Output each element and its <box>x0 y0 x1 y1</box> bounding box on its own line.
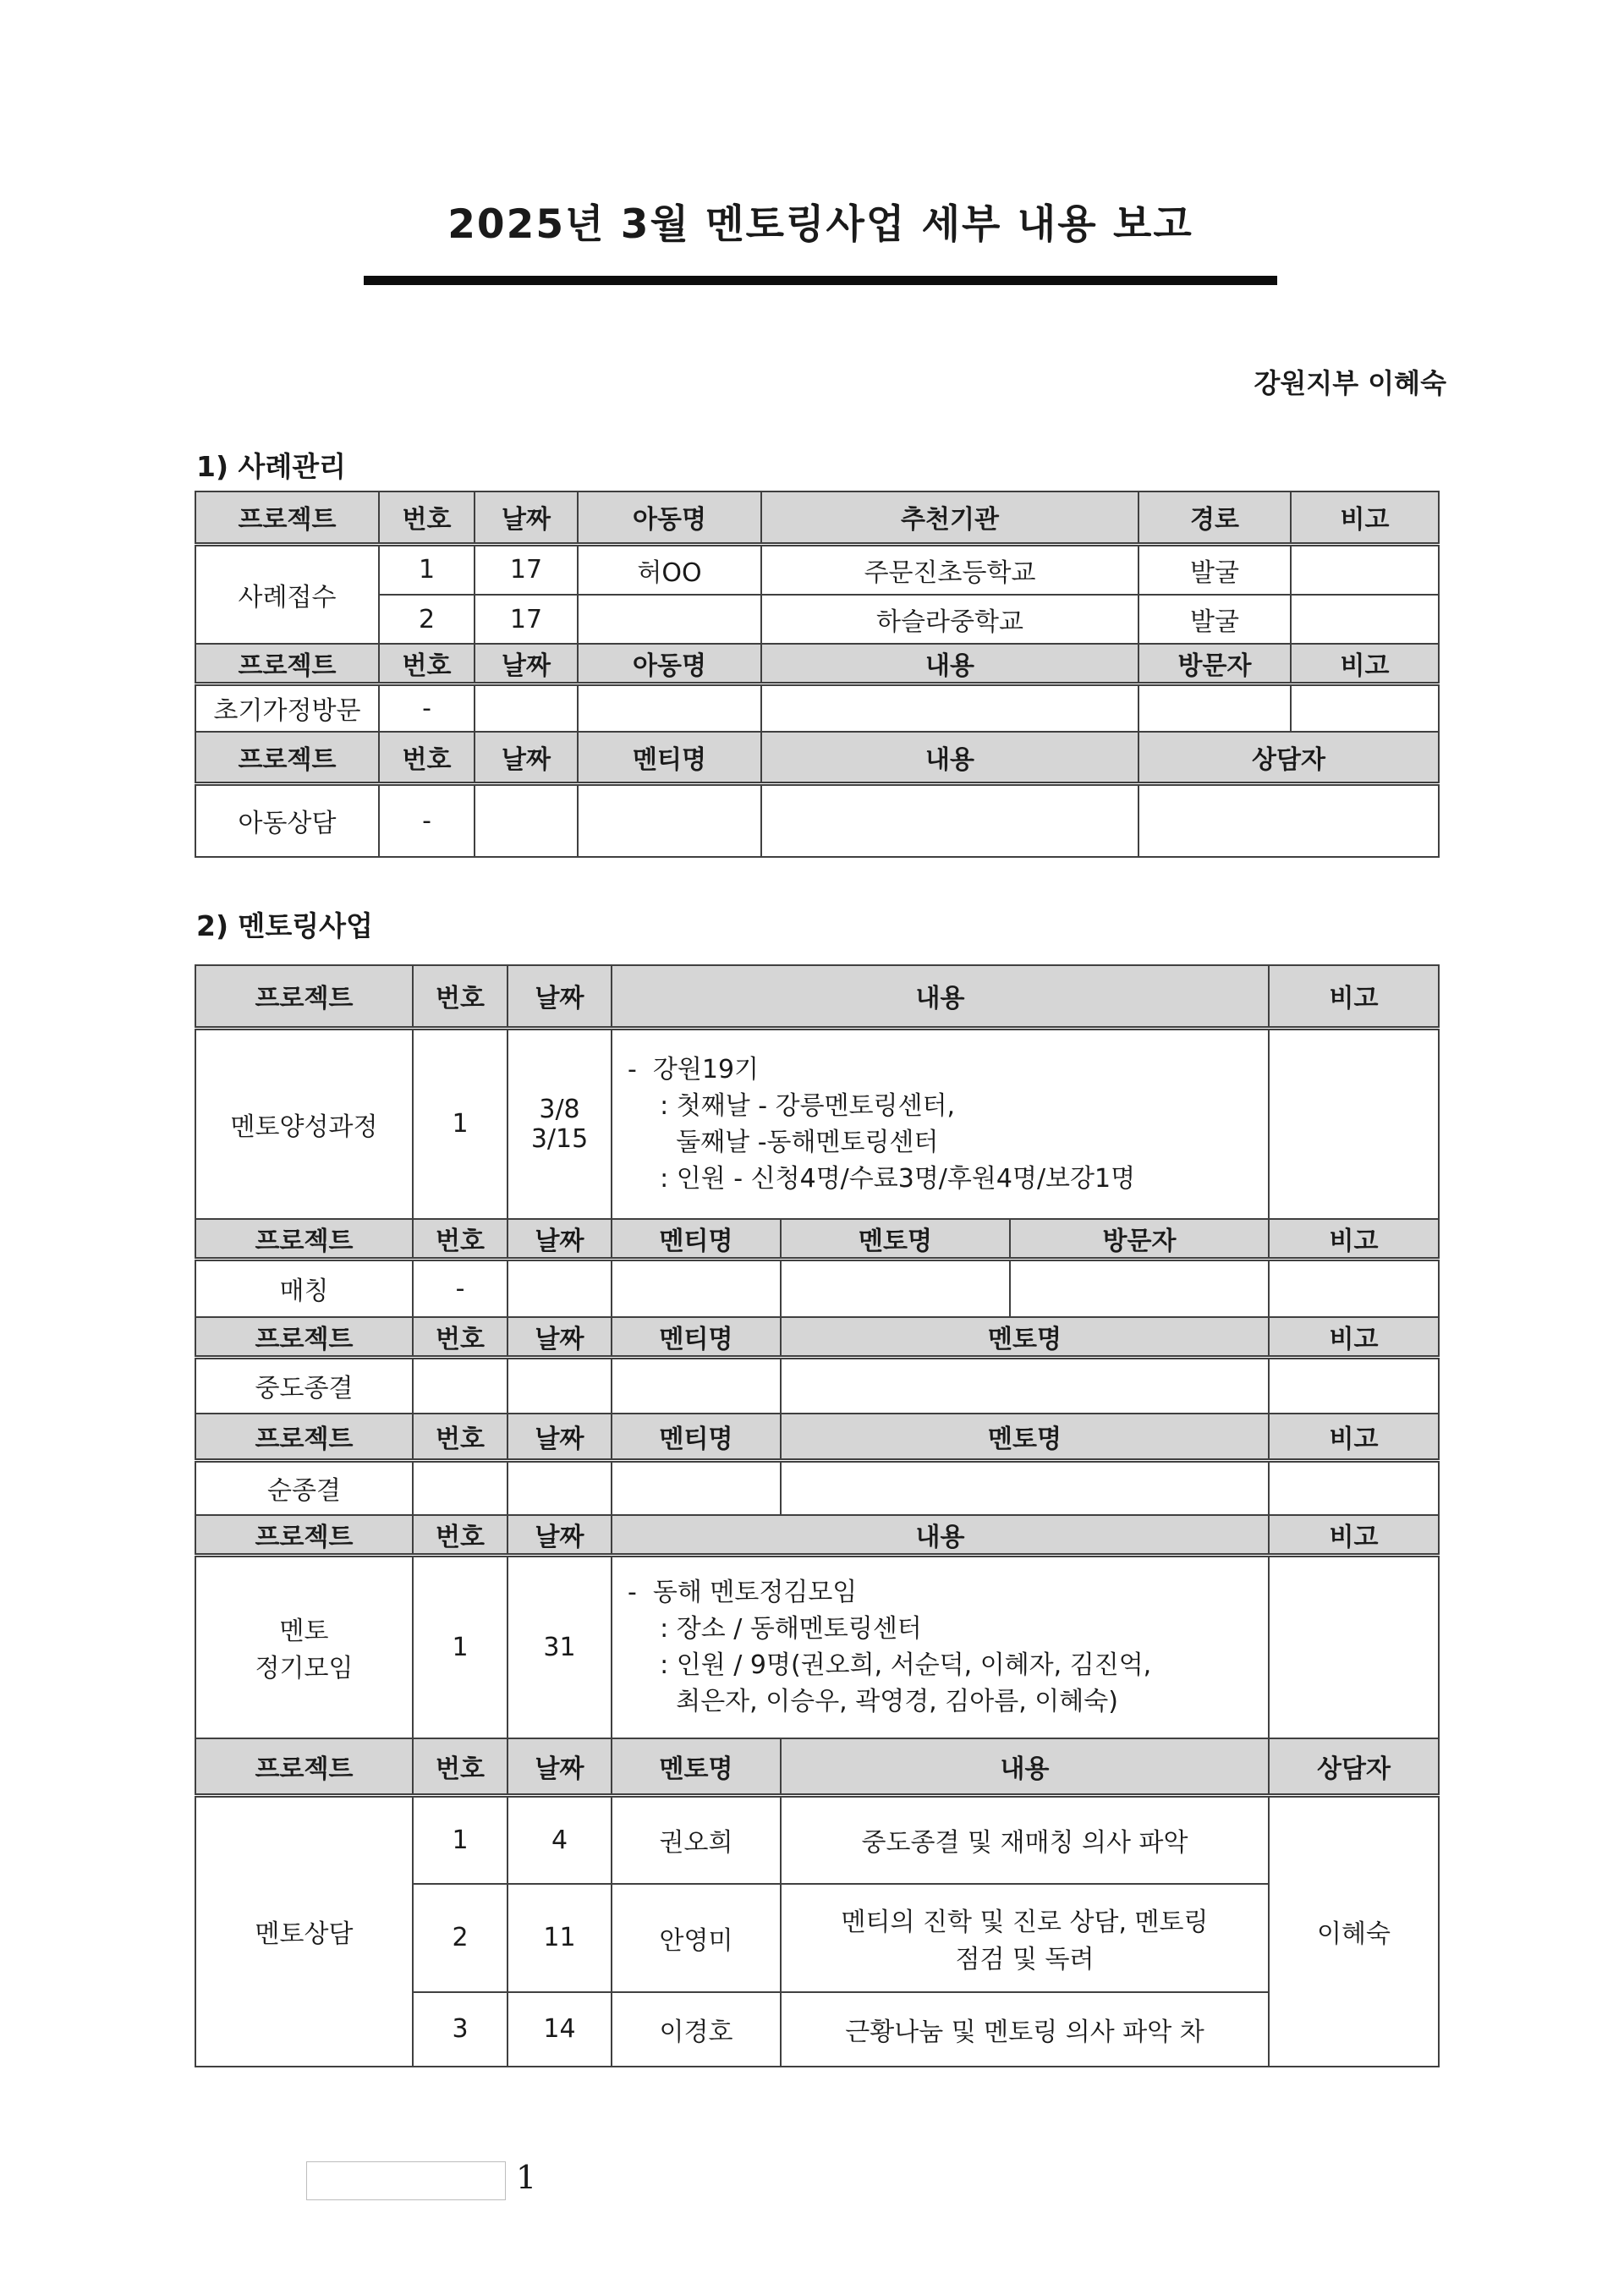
header-cell: 날짜 <box>508 1414 612 1461</box>
table-cell: 이경호 <box>612 1992 781 2067</box>
table-cell <box>781 1461 1269 1515</box>
section-heading-mentoring: 2) 멘토링사업 <box>196 909 373 942</box>
table-cell: 2 <box>379 595 475 644</box>
table-cell: - <box>413 1260 508 1317</box>
header-cell: 비고 <box>1269 1414 1439 1461</box>
table-cell: 4 <box>508 1796 612 1884</box>
table-header-row <box>195 965 1439 1028</box>
table-cell <box>1291 684 1439 732</box>
content-line: - 동해 멘토정김모임 <box>628 1578 858 1608</box>
header-cell: 추천기관 <box>761 491 1138 544</box>
header-cell: 프로젝트 <box>195 1515 413 1556</box>
header-cell: 프로젝트 <box>195 1317 413 1358</box>
project-cell <box>195 1556 413 1738</box>
header-cell: 날짜 <box>475 732 578 784</box>
table-row <box>195 1461 1439 1515</box>
counselor-cell: 이혜숙 <box>1269 1796 1439 2067</box>
header-cell: 멘토명 <box>781 1219 1010 1260</box>
header-cell: 번호 <box>413 1515 508 1556</box>
date-cell <box>508 1028 612 1219</box>
table-cell <box>475 784 578 857</box>
table-cell <box>1269 1260 1439 1317</box>
document-title: 2025년 3월 멘토링사업 세부 내용 보고 <box>447 201 1193 248</box>
case-management-table <box>195 491 1440 858</box>
table-header-row <box>195 1515 1439 1556</box>
table-cell: 11 <box>508 1884 612 1992</box>
table-cell: 31 <box>508 1556 612 1738</box>
content-cell <box>612 1556 1269 1738</box>
header-cell: 날짜 <box>475 491 578 544</box>
table-row <box>195 1796 1439 1884</box>
project-cell: 초기가정방문 <box>195 684 379 732</box>
table-cell: - <box>379 784 475 857</box>
author-line: 강원지부 이혜숙 <box>1254 367 1446 399</box>
table-header-row <box>195 1317 1439 1358</box>
table-cell: 17 <box>475 544 578 595</box>
table-cell: 17 <box>475 595 578 644</box>
table-row <box>195 1358 1439 1414</box>
table-cell <box>578 595 761 644</box>
content-line: 점검 및 독려 <box>955 1944 1095 1974</box>
header-cell: 방문자 <box>1010 1219 1269 1260</box>
project-cell: 멘토상담 <box>195 1796 413 2067</box>
header-cell: 날짜 <box>475 644 578 684</box>
table-cell <box>761 684 1138 732</box>
header-cell: 날짜 <box>508 965 612 1028</box>
header-cell: 날짜 <box>508 1738 612 1796</box>
note-cell <box>1269 1028 1439 1219</box>
header-cell: 멘토명 <box>781 1317 1269 1358</box>
header-cell: 비고 <box>1291 491 1439 544</box>
header-cell: 날짜 <box>508 1219 612 1260</box>
table-cell <box>508 1260 612 1317</box>
table-cell: 주문진초등학교 <box>761 544 1138 595</box>
header-cell: 내용 <box>612 1515 1269 1556</box>
table-cell <box>475 684 578 732</box>
table-header-row <box>195 1738 1439 1796</box>
project-cell: 순종결 <box>195 1461 413 1515</box>
header-cell: 비고 <box>1291 644 1439 684</box>
project-line: 멘토 <box>279 1617 329 1647</box>
table-cell <box>508 1358 612 1414</box>
content-line: : 인원 - 신청4명/수료3명/후원4명/보강1명 <box>628 1163 1136 1194</box>
header-cell: 상담자 <box>1138 732 1439 784</box>
section-heading-case-management: 1) 사례관리 <box>196 450 347 483</box>
content-cell <box>781 1992 1269 2067</box>
header-cell: 프로젝트 <box>195 732 379 784</box>
table-cell: 2 <box>413 1884 508 1992</box>
header-cell: 번호 <box>413 1738 508 1796</box>
header-cell: 내용 <box>761 732 1138 784</box>
header-cell: 날짜 <box>508 1515 612 1556</box>
table-row <box>195 544 1439 595</box>
header-cell: 비고 <box>1269 1515 1439 1556</box>
table-cell: - <box>379 684 475 732</box>
content-line: 둘째날 -동해멘토링센터 <box>628 1127 939 1157</box>
table-cell <box>1291 544 1439 595</box>
date-line: 3/8 <box>539 1094 580 1124</box>
header-cell: 내용 <box>612 965 1269 1028</box>
header-cell: 번호 <box>413 1317 508 1358</box>
table-cell <box>1291 595 1439 644</box>
header-cell: 상담자 <box>1269 1738 1439 1796</box>
table-cell <box>578 684 761 732</box>
table-row <box>195 784 1439 857</box>
table-cell: 권오희 <box>612 1796 781 1884</box>
table-row <box>195 684 1439 732</box>
project-cell: 중도종결 <box>195 1358 413 1414</box>
header-cell: 프로젝트 <box>195 965 413 1028</box>
header-cell: 번호 <box>413 965 508 1028</box>
table-row <box>195 1260 1439 1317</box>
table-cell: 1 <box>413 1028 508 1219</box>
header-cell: 프로젝트 <box>195 1219 413 1260</box>
header-cell: 내용 <box>781 1738 1269 1796</box>
table-header-row <box>195 1414 1439 1461</box>
table-header-row <box>195 644 1439 684</box>
table-cell <box>578 784 761 857</box>
table-cell: 1 <box>413 1556 508 1738</box>
table-cell: 1 <box>413 1796 508 1884</box>
header-cell: 아동명 <box>578 491 761 544</box>
content-cell <box>781 1884 1269 1992</box>
table-cell: 발굴 <box>1138 595 1291 644</box>
content-line: : 인원 / 9명(권오희, 서순덕, 이혜자, 김진억, <box>628 1650 1152 1681</box>
table-cell <box>781 1358 1269 1414</box>
project-line: 정기모임 <box>255 1654 354 1684</box>
mentoring-table <box>195 964 1440 2067</box>
header-cell: 번호 <box>379 644 475 684</box>
table-row <box>195 1028 1439 1219</box>
content-line: : 장소 / 동해멘토링센터 <box>628 1614 922 1644</box>
table-cell <box>508 1461 612 1515</box>
table-header-row <box>195 732 1439 784</box>
content-line: 근황나눔 및 멘토링 의사 파악 차 <box>845 2017 1204 2047</box>
header-cell: 프로젝트 <box>195 644 379 684</box>
table-row <box>195 595 1439 644</box>
page-number: 1 <box>516 2159 537 2196</box>
content-line: 멘티의 진학 및 진로 상담, 멘토링 <box>841 1907 1209 1937</box>
table-cell <box>413 1358 508 1414</box>
header-cell: 비고 <box>1269 965 1439 1028</box>
header-cell: 아동명 <box>578 644 761 684</box>
table-cell: 하슬라중학교 <box>761 595 1138 644</box>
table-cell: 3 <box>413 1992 508 2067</box>
header-cell: 멘티명 <box>612 1414 781 1461</box>
header-cell: 번호 <box>379 491 475 544</box>
table-cell: 발굴 <box>1138 544 1291 595</box>
table-cell <box>761 784 1138 857</box>
table-cell <box>1138 784 1439 857</box>
content-line: 중도종결 및 재매칭 의사 파악 <box>861 1828 1188 1859</box>
table-cell <box>612 1358 781 1414</box>
header-cell: 비고 <box>1269 1219 1439 1260</box>
table-cell: 안영미 <box>612 1884 781 1992</box>
header-cell: 날짜 <box>508 1317 612 1358</box>
table-cell <box>781 1260 1010 1317</box>
title-underline <box>364 276 1277 285</box>
table-header-row <box>195 1219 1439 1260</box>
header-cell: 번호 <box>379 732 475 784</box>
header-cell: 번호 <box>413 1414 508 1461</box>
table-cell: 14 <box>508 1992 612 2067</box>
table-cell <box>413 1461 508 1515</box>
content-cell <box>781 1796 1269 1884</box>
content-line: 최은자, 이승우, 곽영경, 김아름, 이혜숙) <box>628 1687 1118 1717</box>
table-cell <box>1269 1358 1439 1414</box>
content-cell <box>612 1028 1269 1219</box>
content-line: - 강원19기 <box>628 1054 760 1084</box>
project-cell: 사례접수 <box>195 544 379 644</box>
header-cell: 멘티명 <box>578 732 761 784</box>
project-cell: 매칭 <box>195 1260 413 1317</box>
header-cell: 방문자 <box>1138 644 1291 684</box>
date-line: 3/15 <box>530 1123 589 1154</box>
header-cell: 프로젝트 <box>195 1738 413 1796</box>
content-line: : 첫째날 - 강릉멘토링센터, <box>628 1090 956 1121</box>
table-cell <box>1269 1461 1439 1515</box>
header-cell: 멘티명 <box>612 1317 781 1358</box>
table-cell <box>1138 684 1291 732</box>
table-cell <box>1010 1260 1269 1317</box>
header-cell: 멘티명 <box>612 1219 781 1260</box>
table-header-row <box>195 491 1439 544</box>
table-cell <box>612 1260 781 1317</box>
header-cell: 번호 <box>413 1219 508 1260</box>
header-cell: 비고 <box>1269 1317 1439 1358</box>
footer-box <box>306 2161 506 2200</box>
header-cell: 멘토명 <box>612 1738 781 1796</box>
table-row <box>195 1556 1439 1738</box>
note-cell <box>1269 1556 1439 1738</box>
project-cell: 멘토양성과정 <box>195 1028 413 1219</box>
header-cell: 경로 <box>1138 491 1291 544</box>
header-cell: 내용 <box>761 644 1138 684</box>
table-cell <box>612 1461 781 1515</box>
header-cell: 멘토명 <box>781 1414 1269 1461</box>
header-cell: 프로젝트 <box>195 1414 413 1461</box>
table-cell: 1 <box>379 544 475 595</box>
project-cell: 아동상담 <box>195 784 379 857</box>
table-cell: 허OO <box>578 544 761 595</box>
header-cell: 프로젝트 <box>195 491 379 544</box>
